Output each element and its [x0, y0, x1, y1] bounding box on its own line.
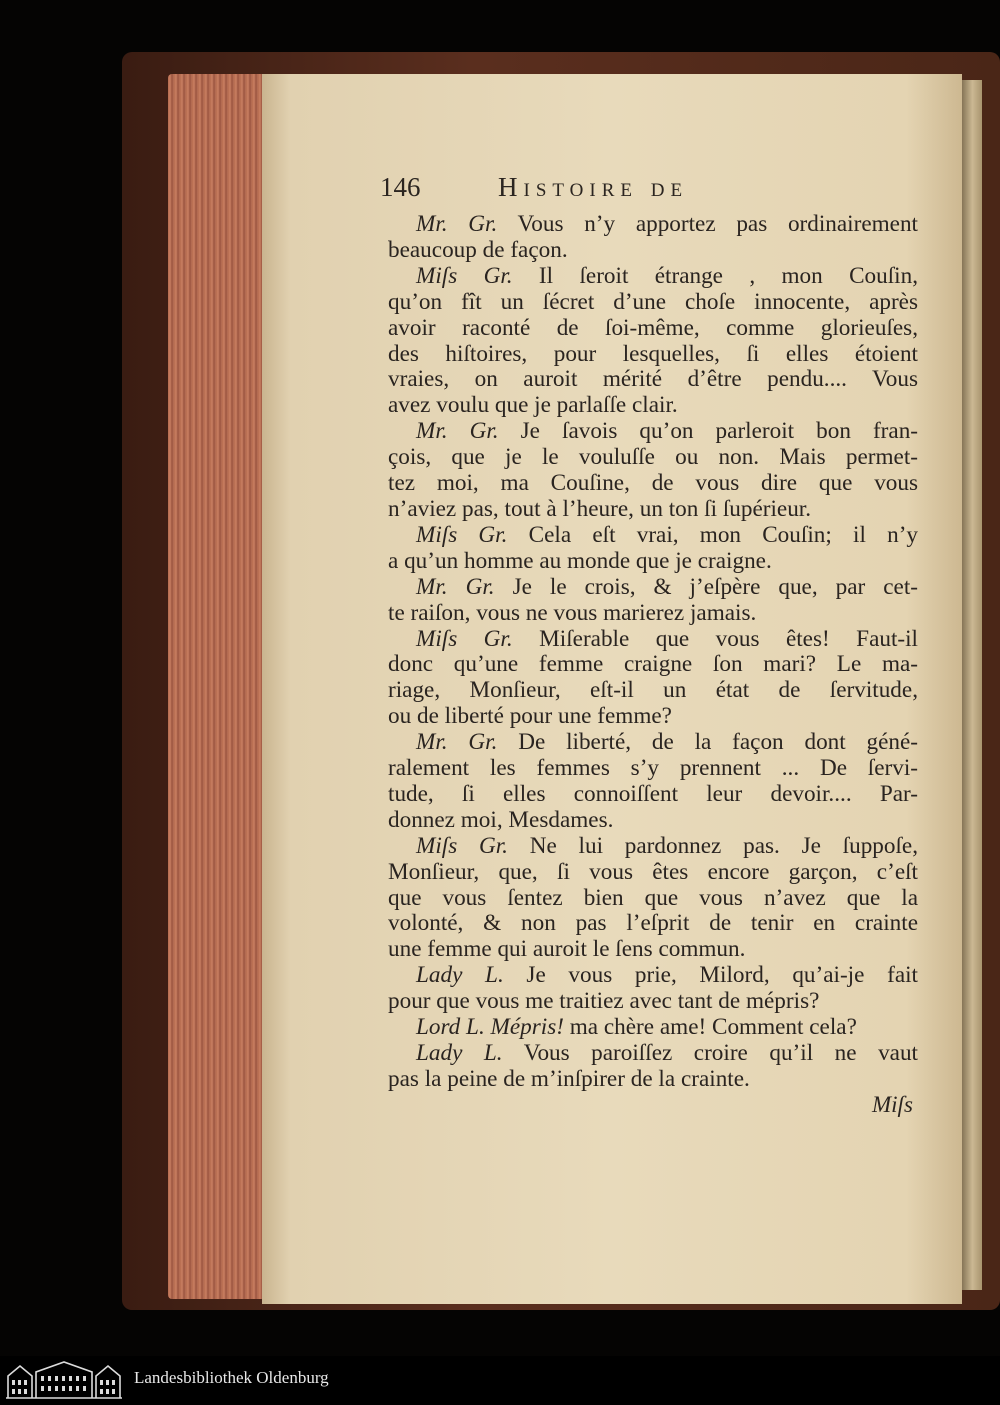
text-line: [388, 549, 918, 575]
text-line: [388, 963, 918, 989]
line-text: Monſieur, que, ſi vous êtes encore garçon, c’eſt: [388, 858, 918, 885]
line-text: ralement les femmes s’y prennent ... De ſervi-: [388, 755, 918, 782]
text-line: [388, 886, 918, 912]
line-text: pour que vous me traitiez avec tant de mépris?: [388, 988, 820, 1015]
library-building-logo-icon: [6, 1360, 122, 1400]
speaker-name: Miſs Gr.: [416, 832, 508, 859]
text-line: [388, 1015, 918, 1041]
text-line: [388, 342, 918, 368]
line-text: çois, que je le vouluſſe ou non. Mais permet-: [388, 444, 918, 471]
text-line: [388, 860, 918, 886]
text-line: [388, 834, 918, 860]
text-line: [388, 367, 918, 393]
text-line: [388, 808, 918, 834]
line-text: Je vous prie, Milord, qu’ai-je fait: [503, 962, 918, 989]
line-text: te raiſon, vous ne vous marierez jamais.: [388, 599, 757, 626]
line-text: donnez moi, Mesdames.: [388, 806, 614, 833]
line-text: Vous n’y apportez pas ordinairement: [497, 211, 918, 237]
line-text: qu’on fît un ſécret d’une choſe innocente, après: [388, 288, 918, 315]
speaker-name: Mr. Gr.: [416, 418, 499, 445]
text-line: [388, 212, 918, 238]
text-line: [388, 238, 918, 264]
line-text: riage, Monſieur, eſt-il un état de ſervitude,: [388, 677, 918, 704]
line-text: n’aviez pas, tout à l’heure, un ton ſi ſupérieur.: [388, 495, 812, 522]
library-name: Landesbibliothek Oldenburg: [134, 1368, 329, 1387]
line-text: des hiſtoires, pour lesquelles, ſi elles étoient: [388, 340, 918, 367]
text-line: [388, 911, 918, 937]
line-text: vraies, on auroit mérité d’être pendu.... Vous: [388, 366, 918, 393]
text-line: [388, 471, 918, 497]
page-number: 146: [380, 172, 421, 202]
line-text: Ne lui pardonnez pas. Je ſuppoſe,: [507, 832, 919, 859]
line-text: donc qu’une femme craigne ſon mari? Le ma-: [388, 651, 918, 678]
text-line: [388, 523, 918, 549]
page-edges: [168, 74, 268, 1299]
line-text: ma chère ame! Comment cela?: [563, 1014, 857, 1041]
line-text: De liberté, de la façon dont géné-: [497, 729, 919, 756]
line-text: Vous paroiſſez croire qu’il ne vaut: [502, 1040, 918, 1066]
text-line: [388, 264, 918, 290]
line-text: Cela eſt vrai, mon Couſin; il n’y: [507, 521, 919, 548]
speaker-name: Miſs Gr.: [416, 521, 508, 548]
speaker-name: Miſs Gr.: [416, 625, 513, 652]
line-text: une femme qui auroit le ſens commun.: [388, 936, 746, 963]
speaker-name: Lady L.: [416, 1040, 503, 1066]
line-text: ou de liberté pour une femme?: [388, 703, 672, 730]
text-line: [388, 730, 918, 756]
text-line: [388, 497, 918, 523]
speaker-name: Mr. Gr.: [416, 211, 498, 237]
line-text: tude, ſi elles connoiſſent leur devoir.... Par-: [388, 780, 918, 807]
text-line: [388, 782, 918, 808]
text-line: [388, 601, 918, 627]
text-line: [388, 393, 918, 419]
line-text: Je le crois, & j’eſpère que, par cet-: [494, 573, 919, 600]
text-line: [388, 627, 918, 653]
speaker-name: Mr. Gr.: [416, 729, 498, 756]
line-text: Il ſeroit étrange , mon Couſin,: [512, 262, 918, 289]
speaker-name: Lord L. Mépris!: [416, 1014, 564, 1041]
line-text: tez moi, ma Couſine, de vous dire que vous: [388, 470, 918, 497]
text-line: [388, 316, 918, 342]
text-line: [388, 1067, 918, 1093]
line-text: Miſerable que vous êtes! Faut-il: [512, 625, 918, 652]
running-head: [380, 172, 900, 212]
page-text: [388, 212, 918, 1093]
text-line: [388, 419, 918, 445]
text-line: [388, 1041, 918, 1067]
running-title: Histoire de: [498, 172, 689, 202]
text-line: [388, 678, 918, 704]
line-text: beaucoup de façon.: [388, 236, 568, 263]
text-line: [388, 445, 918, 471]
line-text: a qu’un homme au monde que je craigne.: [388, 547, 772, 574]
text-line: [388, 989, 918, 1015]
speaker-name: Mr. Gr.: [416, 573, 495, 600]
text-line: [388, 575, 918, 601]
text-line: [388, 290, 918, 316]
line-text: que vous ſentez bien que vous n’avez que la: [388, 884, 918, 911]
text-line: [388, 652, 918, 678]
text-line: [388, 937, 918, 963]
catchword: Miſs: [872, 1092, 913, 1117]
speaker-name: Lady L.: [416, 962, 504, 989]
speaker-name: Miſs Gr.: [416, 262, 513, 289]
line-text: Je ſavois qu’on parleroit bon fran-: [498, 418, 919, 445]
line-text: volonté, & non pas l’eſprit de tenir en crainte: [388, 910, 918, 937]
line-text: avez voulu que je parlaſſe clair.: [388, 392, 678, 419]
text-line: [388, 756, 918, 782]
text-line: [388, 704, 918, 730]
line-text: pas la peine de m’inſpirer de la crainte.: [388, 1065, 750, 1092]
line-text: avoir raconté de ſoi-même, comme glorieuſes,: [388, 314, 918, 341]
